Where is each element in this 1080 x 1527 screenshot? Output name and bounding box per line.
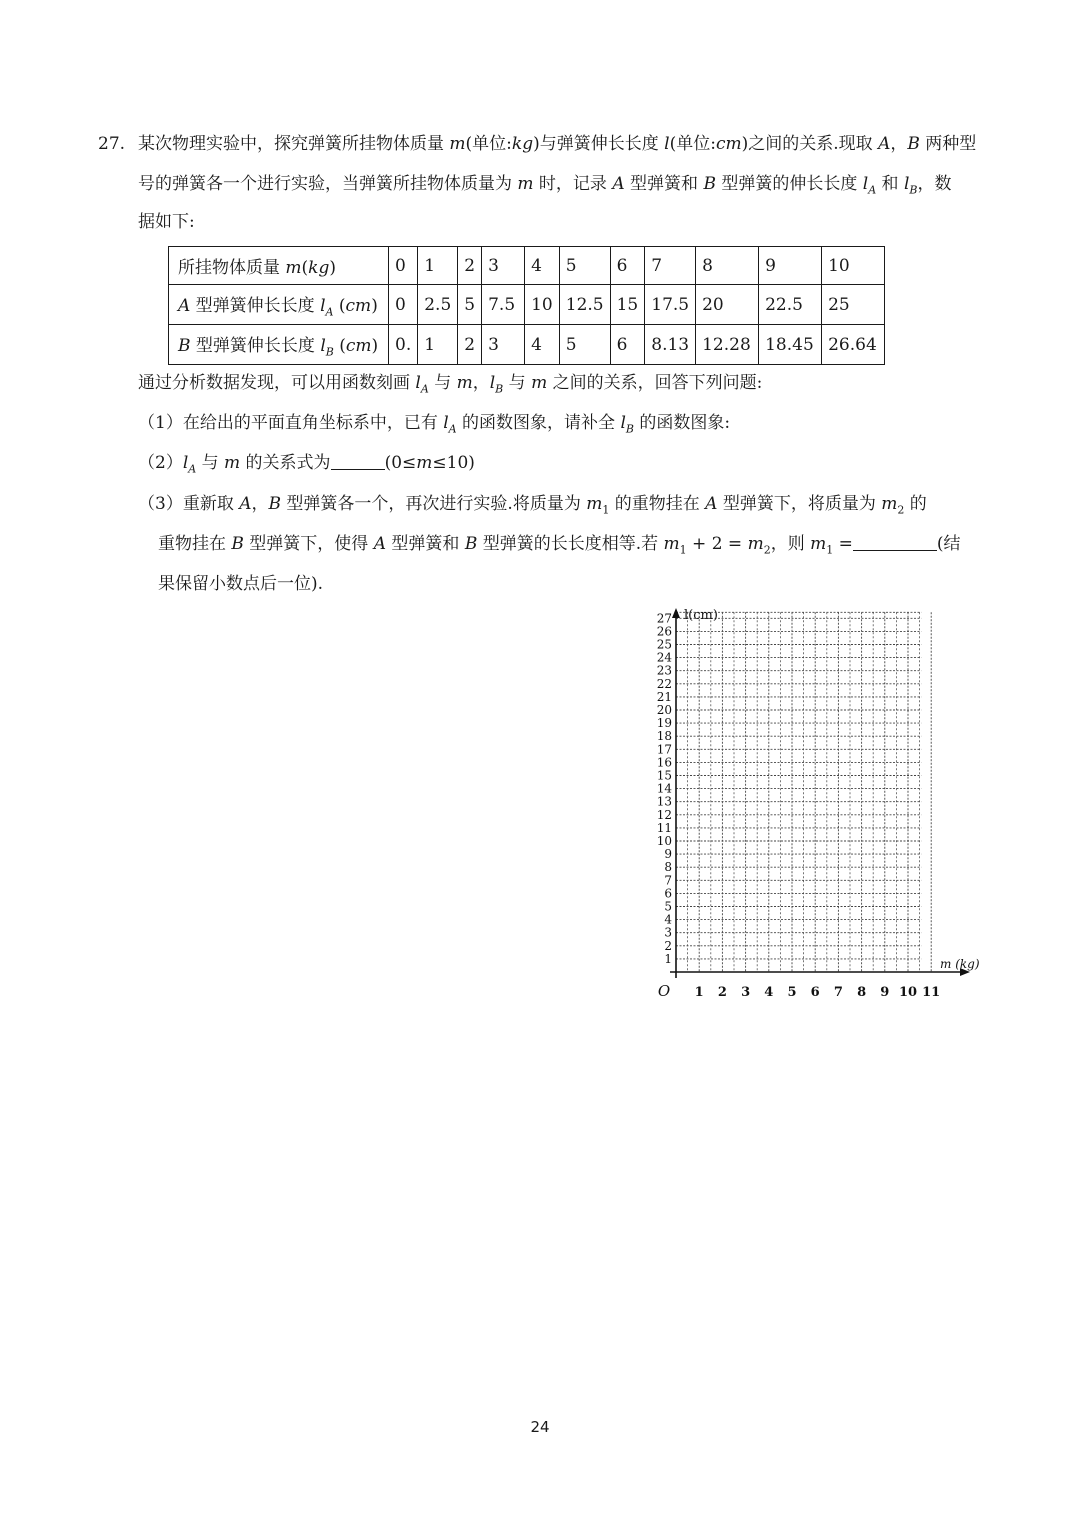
y-tick-label: 12 <box>656 807 672 822</box>
cell: 4 <box>525 325 560 365</box>
cell: 15 <box>610 285 645 325</box>
y-tick-label: 19 <box>656 716 672 731</box>
y-tick-label: 18 <box>656 729 672 744</box>
x-tick-label: 10 <box>898 985 918 1000</box>
y-tick-label: 3 <box>664 925 672 940</box>
part3-line2: 重物挂在 B 型弹簧下，使得 A 型弹簧和 B 型弹簧的长长度相等.若 $m_1 + 2 = m_2$，则 $m_1$ = (结 <box>158 534 961 557</box>
cell: 8 <box>696 247 759 285</box>
y-axis-arrow <box>672 608 680 618</box>
cell: 6 <box>610 247 645 285</box>
cell: 10 <box>822 247 885 285</box>
y-tick-label: 8 <box>664 860 672 875</box>
x-tick-label: 11 <box>922 985 941 1000</box>
cell: 4 <box>525 247 560 285</box>
cell: 2 <box>458 247 482 285</box>
answer-blank-part2[interactable] <box>331 451 385 470</box>
cell: 12.5 <box>559 285 610 325</box>
y-tick-label: 23 <box>656 663 672 678</box>
cell: 22.5 <box>759 285 822 325</box>
y-tick-label: 21 <box>656 689 672 704</box>
y-tick-label: 10 <box>656 834 672 848</box>
analysis-line: 通过分析数据发现，可以用函数刻画 $l_A$ 与 m，$l_B$ 与 m 之间的关系，回答下列问题: <box>138 373 763 396</box>
y-tick-label: 27 <box>656 611 672 626</box>
cell: 3 <box>482 325 525 365</box>
cell: 20 <box>696 285 759 325</box>
y-tick-label: 13 <box>656 794 672 809</box>
x-axis-label: m (kg) <box>940 957 980 971</box>
question-number: 27. <box>98 134 126 154</box>
data-table <box>168 246 885 365</box>
cell: 8.13 <box>645 325 696 365</box>
cell: 1 <box>418 325 458 365</box>
cell: 12.28 <box>696 325 759 365</box>
row-label-spring-a: A 型弹簧伸长长度 $l_A$ (cm) <box>169 285 389 325</box>
origin-label: O <box>657 982 671 1000</box>
y-tick-label: 15 <box>656 768 672 783</box>
y-tick-label: 25 <box>656 637 672 652</box>
y-tick-label: 2 <box>664 938 672 953</box>
cell: 0. <box>389 325 418 365</box>
question-intro-line3: 据如下: <box>138 212 195 232</box>
y-tick-label: 26 <box>656 624 672 639</box>
answer-blank-part3[interactable] <box>853 532 937 551</box>
cell: 5 <box>458 285 482 325</box>
row-label-mass: 所挂物体质量 m(kg) <box>169 247 389 285</box>
cell: 7.5 <box>482 285 525 325</box>
cell: 26.64 <box>822 325 885 365</box>
x-tick-label: 7 <box>833 985 843 1000</box>
y-tick-label: 7 <box>664 873 672 888</box>
coordinate-grid-chart <box>648 604 988 1014</box>
cell: 17.5 <box>645 285 696 325</box>
y-tick-label: 5 <box>664 899 672 914</box>
y-tick-label: 1 <box>664 951 672 966</box>
question-intro-line1: 某次物理实验中，探究弹簧所挂物体质量 m(单位:kg)与弹簧伸长长度 l(单位:cm)之间的关系.现取 A，B 两种型 <box>138 134 977 154</box>
x-tick-label: 9 <box>880 985 890 1000</box>
x-tick-label: 4 <box>764 985 774 1000</box>
x-tick-label: 3 <box>741 985 751 1000</box>
y-tick-label: 6 <box>664 886 672 901</box>
cell: 0 <box>389 285 418 325</box>
part3-line1: （3）重新取 A，B 型弹簧各一个，再次进行实验.将质量为 $m_1$ 的重物挂在 A 型弹簧下，将质量为 $m_2$ 的 <box>138 494 927 517</box>
y-tick-label: 9 <box>664 847 672 862</box>
part3-line3: 果保留小数点后一位). <box>158 574 324 594</box>
cell: 6 <box>610 325 645 365</box>
x-tick-label: 2 <box>717 985 727 1000</box>
page-number: 24 <box>530 1418 550 1436</box>
table-row-spring-a <box>169 285 885 325</box>
cell: 9 <box>759 247 822 285</box>
y-tick-label: 4 <box>664 912 672 927</box>
row-label-spring-b: B 型弹簧伸长长度 $l_B$ (cm) <box>169 325 389 365</box>
cell: 18.45 <box>759 325 822 365</box>
y-tick-label: 20 <box>656 703 672 717</box>
y-tick-label: 16 <box>656 755 672 770</box>
cell: 1 <box>418 247 458 285</box>
y-tick-label: 17 <box>656 742 672 757</box>
x-tick-label: 5 <box>787 985 797 1000</box>
table-row-spring-b <box>169 325 885 365</box>
cell: 3 <box>482 247 525 285</box>
table-row-mass <box>169 247 885 285</box>
y-tick-label: 14 <box>656 781 672 796</box>
y-axis-label: l(cm) <box>684 608 718 623</box>
x-tick-label: 8 <box>857 985 867 1000</box>
cell: 25 <box>822 285 885 325</box>
cell: 2.5 <box>418 285 458 325</box>
question-intro-line2: 号的弹簧各一个进行实验，当弹簧所挂物体质量为 m 时，记录 A 型弹簧和 B 型弹簧的伸长长度 $l_A$ 和 $l_B$，数 <box>138 174 952 197</box>
y-tick-label: 24 <box>656 650 672 665</box>
cell: 5 <box>559 247 610 285</box>
part1-text: （1）在给出的平面直角坐标系中，已有 $l_A$ 的函数图象，请补全 $l_B$ 的函数图象: <box>138 413 731 436</box>
part2-text: $(2)l_A$ 与 m 的关系式为 (0≤m≤10) <box>138 453 475 476</box>
cell: 0 <box>389 247 418 285</box>
cell: 5 <box>559 325 610 365</box>
y-tick-label: 22 <box>656 676 672 691</box>
cell: 7 <box>645 247 696 285</box>
cell: 2 <box>458 325 482 365</box>
y-tick-label: 11 <box>656 820 672 835</box>
x-tick-label: 1 <box>694 985 704 1000</box>
cell: 10 <box>525 285 560 325</box>
x-tick-label: 6 <box>810 985 820 1000</box>
